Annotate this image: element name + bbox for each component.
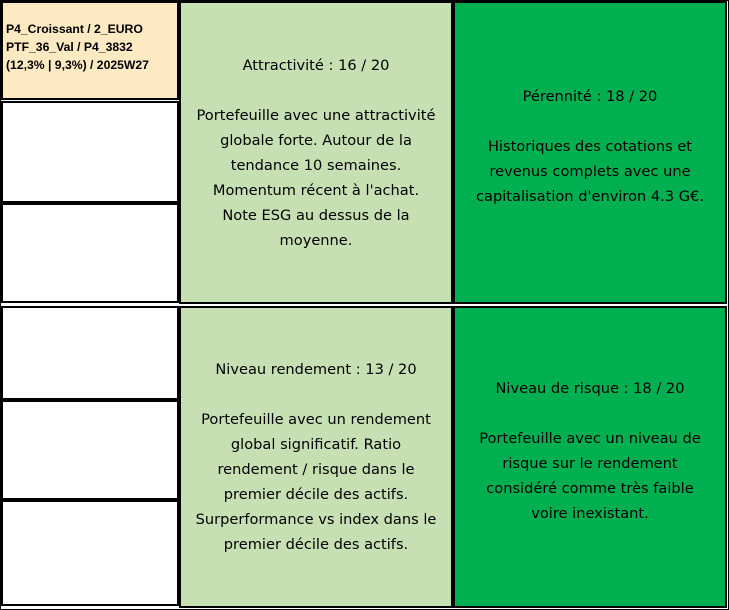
perennite-title: Pérennité : 18 / 20 [522,88,658,105]
blank-cell-2 [1,203,179,303]
perennite-card [453,1,727,304]
attractivite-card [179,1,453,304]
risque-title: Niveau de risque : 18 / 20 [495,380,685,397]
portfolio-id-line: PTF_36_Val / P4_3832 [6,40,133,54]
rendement-title: Niveau rendement : 13 / 20 [215,361,417,378]
risque-card [453,306,727,608]
rendement-card [179,306,453,608]
attractivite-description: Portefeuille avec une attractivité globale forte. Autour de la tendance 10 semaines. Momentum récent à l'achat. Note ESG au dessus de la moyenne. [196,106,436,249]
portfolio-performance-line: (12,3% | 9,3%) / 2025W27 [6,58,149,72]
portfolio-name-line: P4_Croissant / 2_EURO [6,22,143,36]
blank-cell-1 [1,101,179,203]
attractivite-title: Attractivité : 16 / 20 [242,56,390,74]
blank-cell-4 [1,400,179,500]
risque-description: Portefeuille avec un niveau de risque sur le rendement considéré comme très faible voire inexistant. [479,430,701,522]
blank-cell-5 [1,500,179,606]
blank-cell-3 [1,306,179,400]
rendement-description: Portefeuille avec un rendement global significatif. Ratio rendement / risque dans le premier décile des actifs. Surperformance vs index dans le premier décile des actifs. [195,411,437,553]
portfolio-header [1,1,179,100]
perennite-description: Historiques des cotations et revenus complets avec une capitalisation d'environ 4.3 G€. [476,138,704,205]
